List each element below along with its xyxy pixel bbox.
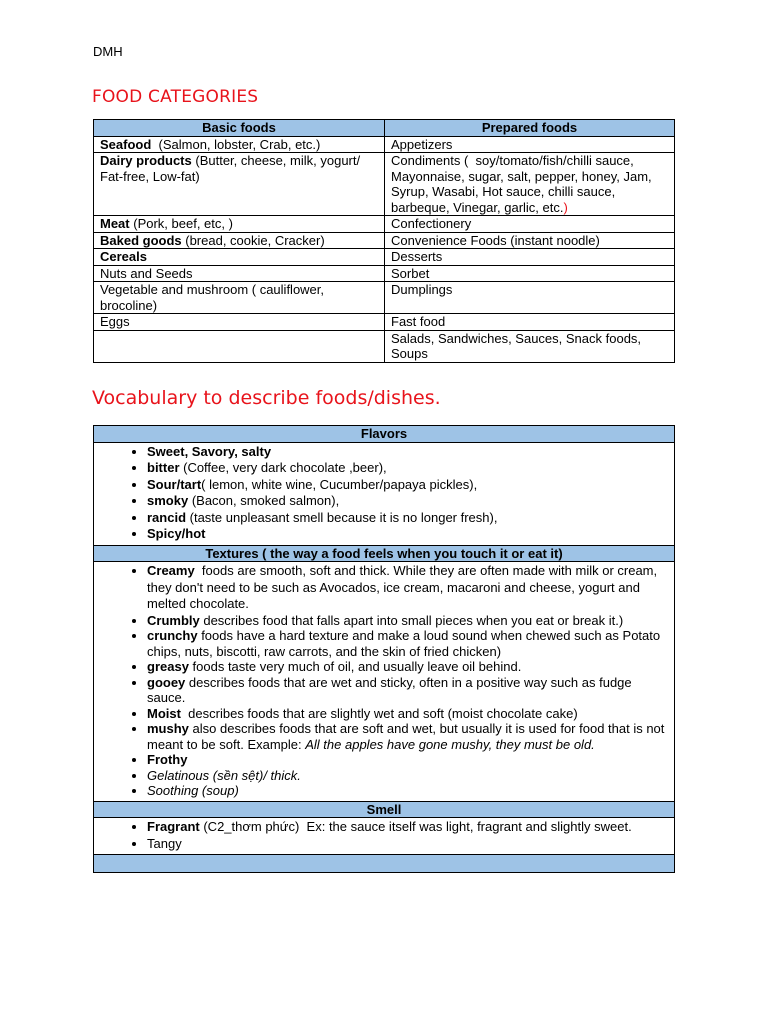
term: Moist (147, 705, 181, 721)
list-item (147, 613, 668, 629)
term-description: foods taste very much of oil, and usually leave oil behind. (188, 659, 522, 674)
flavors-cell (94, 442, 675, 545)
term-description: describes food that falls apart into small pieces when you eat or break it.) (199, 612, 624, 628)
table-row (94, 136, 675, 153)
term: Frothy (147, 752, 188, 767)
smell-cell (94, 818, 675, 855)
flavors-header: Flavors (94, 426, 675, 443)
term: greasy (147, 659, 189, 674)
term: Creamy (147, 563, 195, 578)
basic-food-cell (94, 249, 385, 266)
column-header-basic: Basic foods (94, 120, 385, 137)
list-item (147, 768, 668, 784)
basic-food-detail: (Butter, cheese, milk, yogurt/ Fat-free, Low-fat) (100, 153, 375, 184)
vocabulary-table (93, 425, 675, 873)
table-row (94, 216, 675, 233)
list-item (147, 819, 668, 836)
basic-food-name: Baked goods (100, 232, 182, 248)
basic-food-cell (94, 330, 385, 362)
red-parenthesis: ) (563, 199, 568, 215)
list-item (147, 706, 668, 722)
term: Spicy/hot (147, 526, 206, 541)
list-item (147, 675, 668, 706)
basic-food-detail: Nuts and Seeds (100, 265, 193, 281)
basic-food-cell (94, 216, 385, 233)
list-item (147, 721, 668, 752)
term-italic: Gelatinous (sền sệt)/ thick. (147, 767, 301, 783)
basic-food-cell (94, 136, 385, 153)
author-initials: DMH (93, 44, 123, 59)
list-item (147, 493, 668, 510)
basic-food-detail: Eggs (100, 314, 130, 329)
list-item (147, 659, 668, 675)
list-item (147, 460, 668, 477)
list-item (147, 836, 668, 853)
flavors-list (100, 444, 668, 543)
basic-food-name: Meat (100, 216, 130, 231)
term-description: (Coffee, very dark chocolate ,beer), (179, 460, 387, 475)
list-item (147, 444, 668, 461)
term: gooey (147, 674, 186, 690)
list-item (147, 510, 668, 527)
textures-cell (94, 562, 675, 802)
basic-food-detail: (bread, cookie, Cracker) (181, 232, 325, 248)
basic-food-detail: Vegetable and mushroom ( cauliflower, brocoline) (100, 282, 325, 313)
prepared-food-text: Appetizers (391, 136, 453, 152)
prepared-food-text: Dumplings (391, 282, 453, 297)
basic-food-name: Cereals (100, 249, 147, 264)
prepared-food-cell (385, 249, 675, 266)
term: rancid (147, 509, 187, 525)
basic-food-cell (94, 265, 385, 282)
vocabulary-heading: Vocabulary to describe foods/dishes. (92, 387, 441, 409)
table-row (94, 330, 675, 362)
term-description: describes foods that are slightly wet and soft (moist chocolate cake) (180, 705, 578, 721)
prepared-food-cell (385, 232, 675, 249)
table-row (94, 314, 675, 331)
term-description: (taste unpleasant smell because it is no longer fresh), (186, 509, 498, 525)
table-row (94, 265, 675, 282)
list-item (147, 752, 668, 768)
list-item (147, 563, 668, 613)
term-description: also describes foods that are soft and wet, but usually it is used for food that is not meant to be soft. Example: (147, 721, 665, 752)
term-description: describes foods that are wet and sticky, often in a positive way such as fudge sauce. (147, 674, 632, 705)
prepared-food-cell (385, 153, 675, 216)
list-item (147, 783, 668, 799)
term: Sour/tart (147, 476, 202, 492)
prepared-food-text: Desserts (391, 249, 443, 264)
smell-list (100, 819, 668, 852)
prepared-food-text: Fast food (391, 314, 446, 329)
prepared-food-cell (385, 216, 675, 233)
food-categories-table (93, 119, 675, 363)
list-item (147, 477, 668, 494)
prepared-food-cell (385, 136, 675, 153)
term-description: ( lemon, white wine, Cucumber/papaya pickles), (201, 476, 478, 492)
term-description: foods are smooth, soft and thick. While they are often made with milk or cream, they don't need to be such as Avocados, ice cream, macaroni and cheese, yogurt and melted chocolate. (147, 563, 661, 611)
basic-food-name: Seafood (100, 136, 152, 152)
table-footer-band (94, 855, 675, 873)
table-header-row (94, 120, 675, 137)
smell-header: Smell (94, 801, 675, 818)
term-description: (C2_thơm phức) Ex: the sauce itself was light, fragrant and slightly sweet. (199, 819, 632, 834)
term-description: foods have a hard texture and make a loud sound when chewed such as Potato chips, nuts, biscotti, raw carrots, and the skin of fried chicken) (147, 628, 661, 659)
table-row (94, 232, 675, 249)
prepared-food-text: Confectionery (391, 216, 472, 231)
term: mushy (147, 721, 189, 736)
basic-food-detail: (Pork, beef, etc, ) (129, 216, 233, 231)
term-description: Tangy (147, 835, 182, 851)
basic-food-detail: (Salmon, lobster, Crab, etc.) (151, 136, 321, 152)
term: Crumbly (147, 612, 200, 628)
basic-food-cell (94, 314, 385, 331)
basic-food-cell (94, 153, 385, 216)
term: Fragrant (147, 819, 200, 834)
prepared-food-cell (385, 265, 675, 282)
term-description: (Bacon, smoked salmon), (188, 493, 340, 508)
prepared-food-text: Condiments ( soy/tomato/fish/chilli sauce, Mayonnaise, sugar, salt, pepper, honey, Jam, Syrup, Wasabi, Hot sauce, chilli sauce, barbeque, Vinegar, garlic, etc. (391, 153, 656, 215)
basic-food-name: Dairy products (100, 153, 192, 168)
term: bitter (147, 460, 180, 475)
prepared-food-cell (385, 330, 675, 362)
table-row (94, 282, 675, 314)
food-categories-heading: FOOD CATEGORIES (92, 87, 259, 107)
term-italic: Soothing (soup) (147, 783, 239, 798)
textures-header: Textures ( the way a food feels when you touch it or eat it) (94, 545, 675, 562)
table-row (94, 249, 675, 266)
prepared-food-text: Salads, Sandwiches, Sauces, Snack foods, Soups (391, 330, 642, 361)
term: Sweet, Savory, salty (147, 443, 272, 459)
basic-food-cell (94, 232, 385, 249)
term: crunchy (147, 628, 198, 643)
prepared-food-text: Sorbet (391, 265, 430, 281)
list-item (147, 628, 668, 659)
basic-food-cell (94, 282, 385, 314)
prepared-food-cell (385, 314, 675, 331)
list-item (147, 526, 668, 543)
term: smoky (147, 493, 189, 508)
prepared-food-text: Convenience Foods (instant noodle) (391, 232, 600, 248)
example-sentence: All the apples have gone mushy, they must be old. (305, 736, 595, 752)
textures-list (100, 563, 668, 799)
column-header-prepared: Prepared foods (385, 120, 675, 137)
prepared-food-cell (385, 282, 675, 314)
table-row (94, 153, 675, 216)
